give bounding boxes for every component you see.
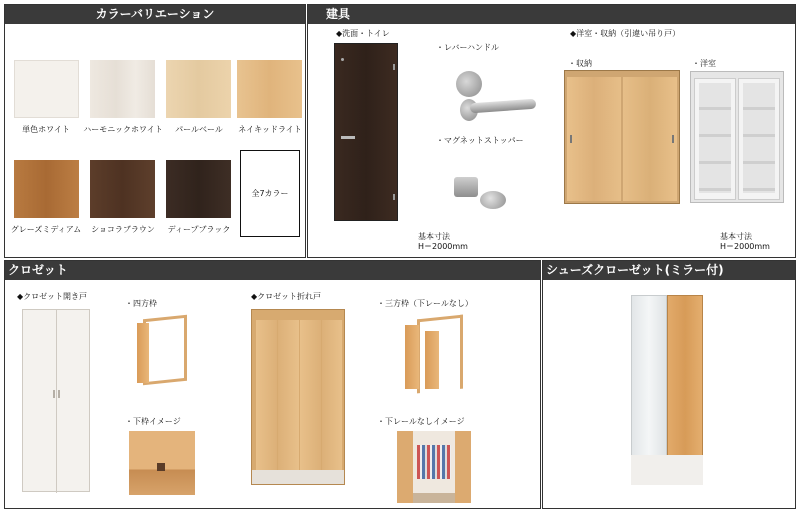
folding-closet-label: ◆クロゼット折れ戸 <box>251 292 321 301</box>
basic-size-value-left: H＝2000mm <box>418 242 468 251</box>
swatch-label: ネイキッドライト <box>238 125 302 134</box>
magnet-stopper-image <box>454 173 514 213</box>
swatch-label: 単色ホワイト <box>22 125 70 134</box>
color-variation-panel <box>4 4 306 258</box>
swatch-chocolate-brown <box>90 160 155 218</box>
fittings-header: 建具 <box>308 5 795 24</box>
swatch-harmonic-white <box>90 60 155 118</box>
shoe-closet-panel <box>542 260 796 509</box>
lever-handle-label: ・レバーハンドル <box>436 43 500 52</box>
hinged-closet-label: ◆クロゼット開き戸 <box>17 292 87 301</box>
swatch-pearl-veil <box>166 60 231 118</box>
swatch-label: ショコラブラウン <box>91 225 155 234</box>
bottom-frame-image <box>129 431 195 495</box>
basic-size-label-right: 基本寸法 <box>720 232 752 241</box>
folding-closet-door-image <box>251 309 345 485</box>
swatch-label: パールベール <box>175 125 223 134</box>
color-variation-header: カラーバリエーション <box>5 5 305 24</box>
storage-label: ・収納 <box>568 59 592 68</box>
three-frame-label: ・三方枠（下レールなし） <box>377 299 473 308</box>
shoe-closet-header: シューズクローゼット(ミラー付) <box>543 261 795 280</box>
swatch-label: ハーモニックホワイト <box>83 125 163 134</box>
swatch-glaze-medium <box>14 160 79 218</box>
washroom-door-image <box>334 43 398 221</box>
swatch-solid-white <box>14 60 79 118</box>
western-storage-label: ◆洋室・収納（引違い吊り戸） <box>570 29 681 38</box>
basic-size-label-left: 基本寸法 <box>418 232 450 241</box>
lever-handle-image <box>456 71 538 123</box>
swatch-naked-light <box>237 60 302 118</box>
western-label: ・洋室 <box>692 59 716 68</box>
swatch-label: ディープブラック <box>167 225 231 234</box>
all-colors-box: 全7カラー <box>240 150 300 237</box>
shoe-closet-image <box>631 295 703 485</box>
closet-header: クロゼット <box>5 261 540 280</box>
basic-size-value-right: H＝2000mm <box>720 242 770 251</box>
bottom-frame-label: ・下枠イメージ <box>125 417 181 426</box>
no-rail-image <box>397 431 471 503</box>
washroom-label: ◆洗面・トイレ <box>336 29 390 38</box>
four-frame-image <box>137 317 189 387</box>
hinged-closet-door-image <box>22 309 90 492</box>
closet-panel <box>4 260 541 509</box>
no-rail-label: ・下レールなしイメージ <box>377 417 465 426</box>
three-frame-image <box>405 317 467 393</box>
swatch-deep-black <box>166 160 231 218</box>
storage-sliding-door-image <box>564 70 680 204</box>
swatch-label: グレーズミディアム <box>10 225 82 234</box>
four-frame-label: ・四方枠 <box>125 299 157 308</box>
fittings-panel <box>307 4 796 258</box>
western-sliding-door-image <box>690 71 784 203</box>
magnet-stopper-label: ・マグネットストッパー <box>436 136 524 145</box>
